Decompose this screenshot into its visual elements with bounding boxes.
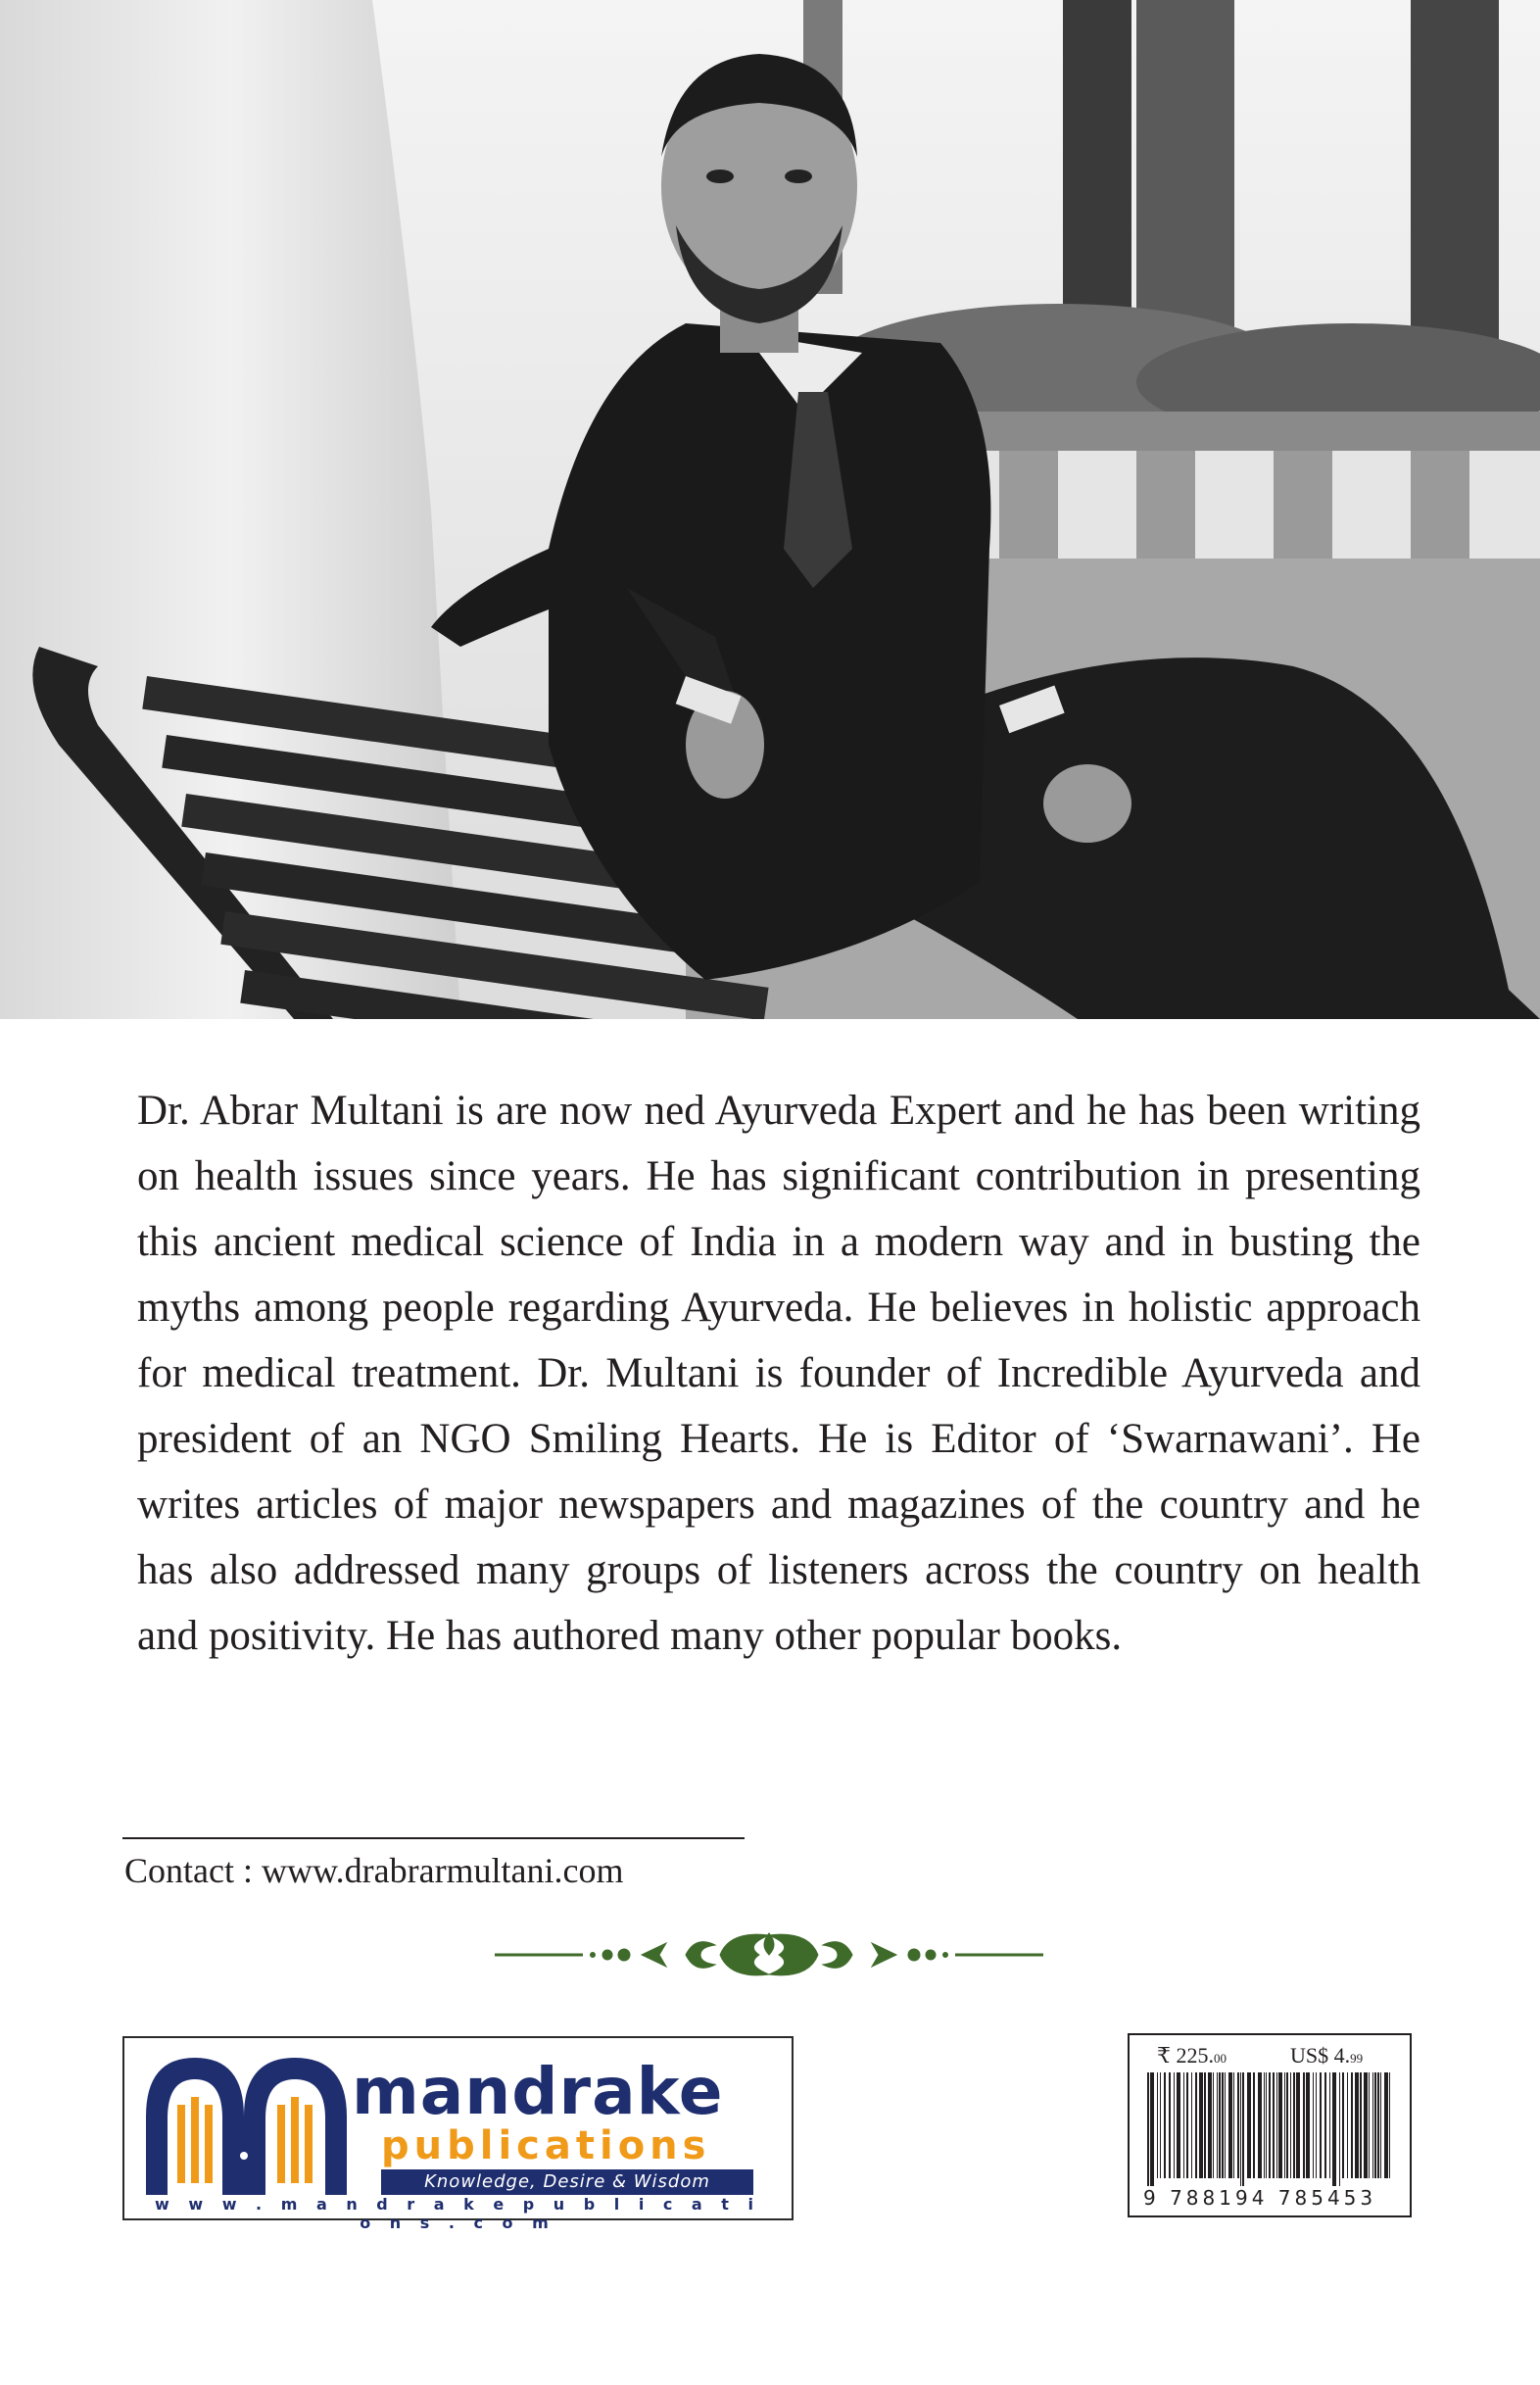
barcode-bar [1284, 2072, 1285, 2178]
barcode-bar [1342, 2072, 1344, 2178]
barcode-bar [1183, 2072, 1184, 2178]
barcode-bar [1389, 2072, 1390, 2178]
barcode-bar [1316, 2072, 1317, 2178]
floral-divider-icon [495, 1925, 1043, 1989]
barcode-bar [1369, 2072, 1370, 2178]
barcode-bar [1186, 2072, 1188, 2178]
mandrake-m-logo-icon [146, 2058, 347, 2200]
barcode-bar [1264, 2072, 1265, 2178]
barcode-icon [1147, 2072, 1394, 2186]
barcode-bar [1273, 2072, 1275, 2178]
barcode-bar [1364, 2072, 1368, 2178]
barcode-bar [1276, 2072, 1277, 2178]
barcode-bar [1384, 2072, 1388, 2178]
barcode-bar [1374, 2072, 1376, 2178]
barcode-bar [1355, 2072, 1359, 2178]
barcode-bar [1278, 2072, 1282, 2178]
barcode-bar [1228, 2072, 1232, 2178]
price-inr: ₹ 225.00 [1157, 2043, 1227, 2068]
barcode-bar [1253, 2072, 1255, 2178]
barcode-bar [1225, 2072, 1226, 2178]
publisher-name: mandrake [352, 2054, 724, 2129]
barcode-bar [1157, 2072, 1158, 2178]
barcode-bar [1177, 2072, 1180, 2178]
contact-divider [122, 1837, 745, 1839]
barcode-bar [1347, 2072, 1348, 2178]
isbn-number: 9 788194 785453 [1143, 2186, 1377, 2210]
barcode-bar [1164, 2072, 1166, 2178]
barcode-bar [1217, 2072, 1218, 2178]
publisher-logo-box [122, 2036, 794, 2232]
barcode-box [1128, 2033, 1412, 2217]
barcode-bar [1213, 2072, 1214, 2178]
publisher-url: w w w . m a n d r a k e p u b l i c a t i o n s . c o m [155, 2195, 760, 2232]
author-photo [0, 0, 1540, 1019]
barcode-bar [1237, 2072, 1239, 2178]
barcode-bar [1286, 2072, 1288, 2178]
barcode-bar [1258, 2072, 1262, 2178]
price-row [1157, 2039, 1402, 2070]
barcode-bar [1147, 2072, 1149, 2186]
barcode-bar [1242, 2072, 1244, 2186]
barcode-bar [1199, 2072, 1203, 2178]
publisher-subname: publications [381, 2123, 711, 2168]
barcode-bar [1233, 2072, 1234, 2178]
barcode-bar [1293, 2072, 1295, 2178]
barcode-bar [1191, 2072, 1192, 2178]
barcode-bar [1208, 2072, 1212, 2178]
barcode-bar [1360, 2072, 1362, 2178]
barcode-bar [1339, 2072, 1340, 2186]
barcode-bar [1219, 2072, 1221, 2178]
barcode-bar [1169, 2072, 1171, 2178]
author-portrait-icon [0, 0, 1540, 1019]
barcode-bar [1269, 2072, 1271, 2178]
barcode-bar [1329, 2072, 1330, 2178]
author-bio: Dr. Abrar Multani is are now ned Ayurveda Expert and he has been writing on health issues since years. He has significant contribution in presenting this ancient medical science of India in a modern way and in busting the myths among people regarding Ayurveda. He believes in holistic approach for medical treatment. Dr. Multani is founder of Incredible Ayurveda and president of an NGO Smiling Hearts. He is Editor of ‘Swarnawani’. He writes articles of major newspapers and magazines of the country and he has also addressed many groups of listeners across the country on health and positivity. He has authored many other popular books. [137, 1088, 1420, 1659]
barcode-bar [1324, 2072, 1326, 2178]
barcode-bar [1372, 2072, 1373, 2178]
publisher-tagline: Knowledge, Desire & Wisdom [381, 2169, 753, 2195]
barcode-bar [1380, 2072, 1381, 2178]
barcode-bar [1313, 2072, 1314, 2178]
barcode-bar [1174, 2072, 1175, 2178]
barcode-bar [1150, 2072, 1154, 2186]
barcode-bar [1290, 2072, 1291, 2178]
contact-line: Contact : www.drabrarmultani.com [124, 1851, 624, 1890]
barcode-bar [1195, 2072, 1197, 2178]
barcode-bar [1306, 2072, 1310, 2178]
barcode-bar [1160, 2072, 1161, 2178]
barcode-bar [1247, 2072, 1251, 2178]
barcode-bar [1303, 2072, 1305, 2178]
barcode-bar [1240, 2072, 1241, 2186]
barcode-bar [1332, 2072, 1336, 2186]
price-usd: US$ 4.99 [1290, 2043, 1364, 2068]
barcode-bar [1296, 2072, 1300, 2178]
barcode-bar [1222, 2072, 1224, 2178]
barcode-bar [1266, 2072, 1267, 2178]
barcode-bar [1204, 2072, 1206, 2178]
barcode-bar [1320, 2072, 1322, 2178]
barcode-bar [1377, 2072, 1379, 2178]
barcode-bar [1351, 2072, 1353, 2178]
